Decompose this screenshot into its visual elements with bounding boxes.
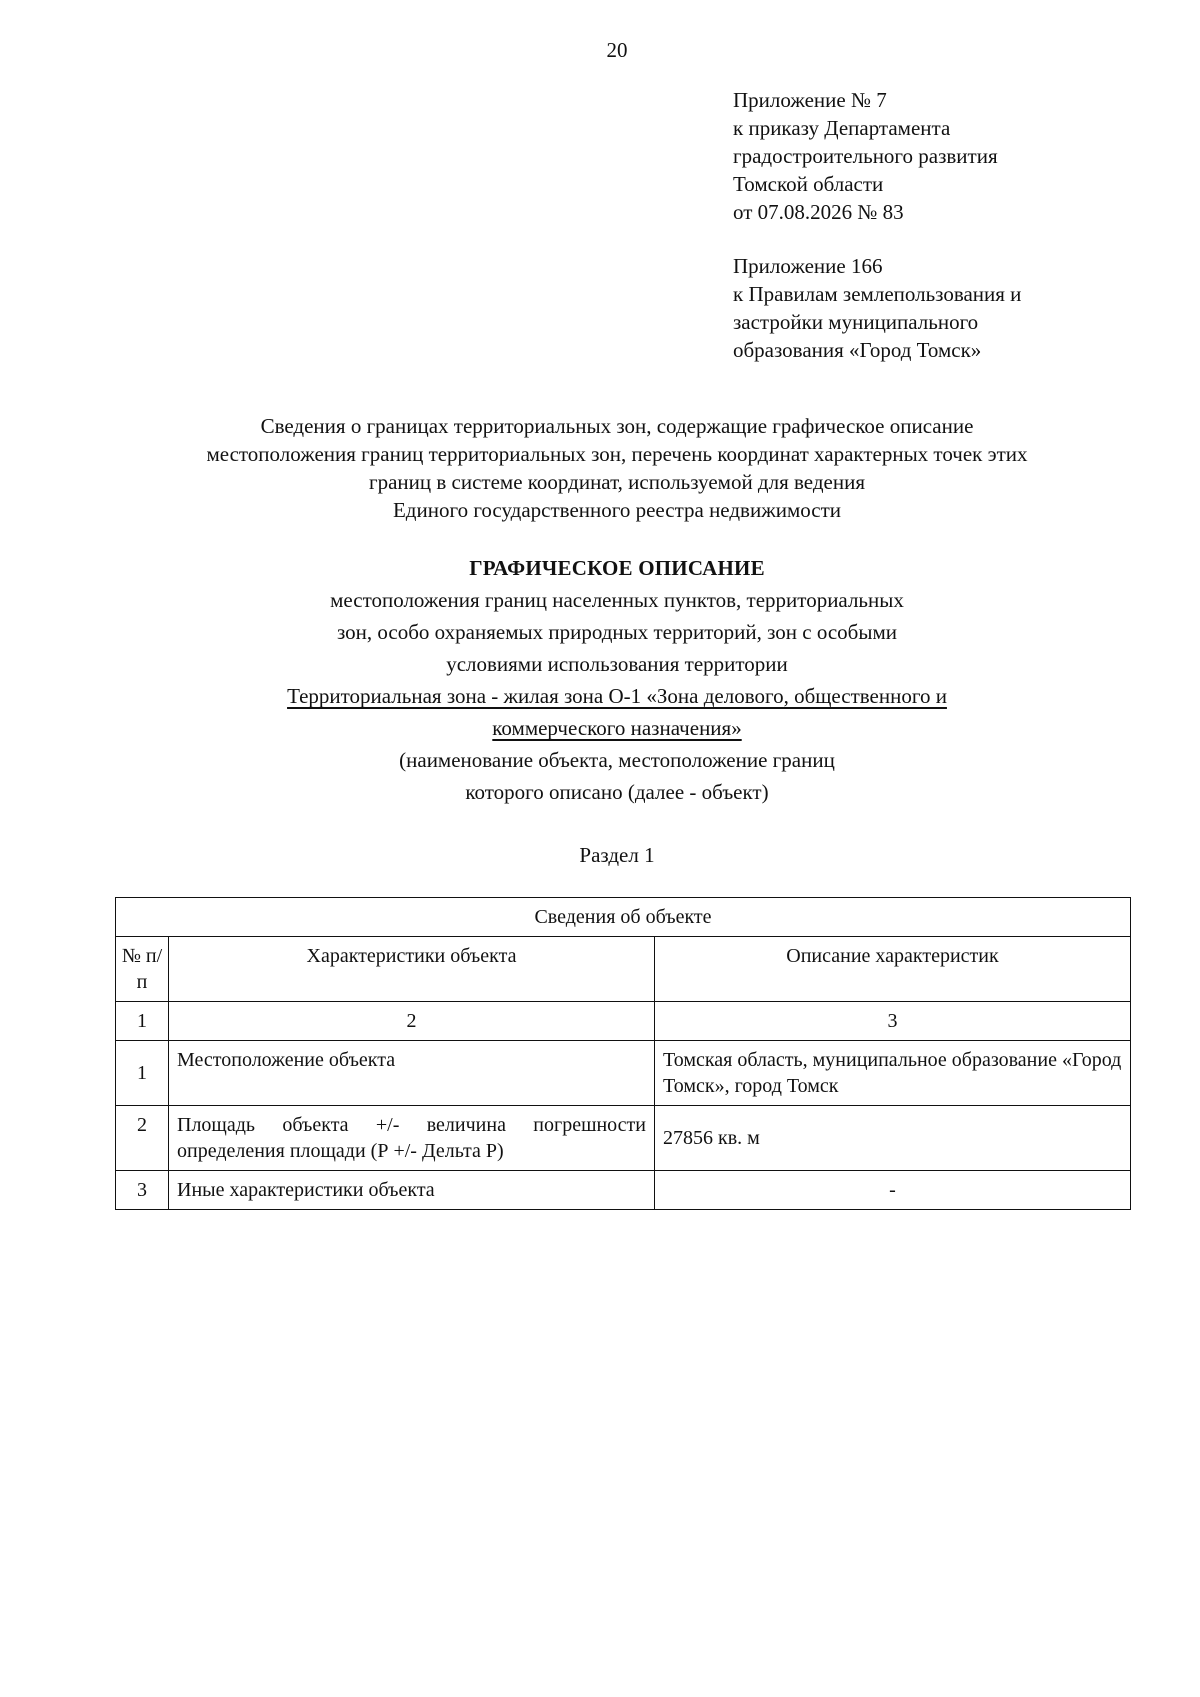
header-characteristic: Характеристики объекта: [169, 937, 655, 1002]
subtitle-line: местоположения границ населенных пунктов, территориальных: [330, 588, 904, 612]
appendix-7-line: градостроительного развития: [733, 144, 998, 168]
row-characteristic: Иные характеристики объекта: [169, 1171, 655, 1210]
caption-line: (наименование объекта, местоположение границ: [399, 748, 835, 772]
intro-paragraph: [110, 412, 1124, 524]
intro-line: Сведения о границах территориальных зон, содержащие графическое описание: [260, 414, 974, 438]
table-row: [116, 1041, 1131, 1106]
caption-line: которого описано (далее - объект): [465, 780, 769, 804]
table-title-row: [116, 898, 1131, 937]
row-description: Томская область, муниципальное образование «Город Томск», город Томск: [655, 1041, 1131, 1106]
appendix-7-line: Приложение № 7: [733, 88, 887, 112]
appendix-7-line: к приказу Департамента: [733, 116, 951, 140]
object-name-text: коммерческого назначения»: [492, 716, 742, 740]
column-number: 3: [655, 1002, 1131, 1041]
subtitle-line: условиями использования территории: [446, 652, 788, 676]
appendix-7-line: Томской области: [733, 172, 884, 196]
object-name-line: [110, 712, 1124, 744]
intro-line: Единого государственного реестра недвижимости: [392, 498, 841, 522]
page-number: 20: [606, 38, 628, 62]
row-characteristic: Местоположение объекта: [169, 1041, 655, 1106]
appendix-7-block: [733, 86, 1173, 226]
table-header-row: [116, 937, 1131, 1002]
table-row: [116, 1106, 1131, 1171]
object-name-text: Территориальная зона - жилая зона О-1 «Зона делового, общественного и: [287, 684, 947, 708]
appendix-166-block: [733, 252, 1173, 364]
appendix-166-line: застройки муниципального: [733, 310, 979, 334]
appendix-166-line: образования «Город Томск»: [733, 338, 982, 362]
column-number-row: [116, 1002, 1131, 1041]
header-number: № п/п: [116, 937, 169, 1002]
column-number: 2: [169, 1002, 655, 1041]
row-number: 1: [116, 1041, 169, 1106]
intro-line: местоположения границ территориальных зон, перечень координат характерных точек этих: [206, 442, 1028, 466]
object-name-line: [110, 680, 1124, 712]
row-description: -: [655, 1171, 1131, 1210]
table-title: Сведения об объекте: [116, 898, 1131, 937]
table-row: [116, 1171, 1131, 1210]
row-characteristic: Площадь объекта +/- величина погрешности определения площади (Р +/- Дельта Р): [169, 1106, 655, 1171]
row-number: 2: [116, 1106, 169, 1171]
appendix-166-line: Приложение 166: [733, 254, 883, 278]
subtitle-line: зон, особо охраняемых природных территорий, зон с особыми: [336, 620, 898, 644]
graphic-description: [110, 552, 1124, 808]
document-heading: ГРАФИЧЕСКОЕ ОПИСАНИЕ: [469, 556, 765, 580]
row-description: 27856 кв. м: [655, 1106, 1131, 1171]
column-number: 1: [116, 1002, 169, 1041]
header-description: Описание характеристик: [655, 937, 1131, 1002]
section-label: Раздел 1: [579, 843, 655, 867]
appendix-7-line: от 07.08.2026 № 83: [733, 200, 904, 224]
row-number: 3: [116, 1171, 169, 1210]
object-info-table: [115, 897, 1131, 1210]
appendix-166-line: к Правилам землепользования и: [733, 282, 1022, 306]
intro-line: границ в системе координат, используемой для ведения: [368, 470, 865, 494]
